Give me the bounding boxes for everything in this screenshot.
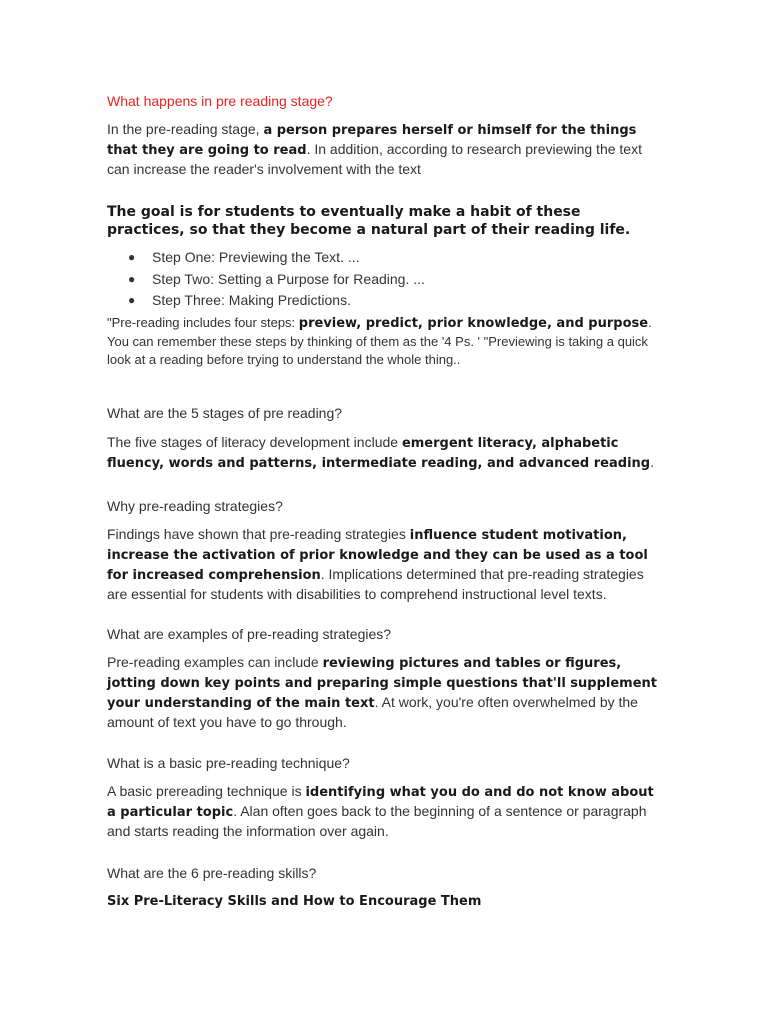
answer-basic-technique (107, 782, 662, 840)
list-item-text: Step One: Previewing the Text. ... (152, 249, 360, 265)
answer-text: In the pre-reading stage, (107, 121, 264, 137)
bullet-icon: ● (128, 293, 136, 307)
question-five-stages: What are the 5 stages of pre reading? (107, 405, 343, 421)
answer-text: A basic prereading technique is (107, 783, 306, 799)
list-item (107, 290, 662, 312)
answer-text: . Implications determined that pre-reading strategies are essential for students with disabilities to comprehend instructional level texts. (107, 566, 644, 602)
answer-text: . In addition, according to research previewing the text can increase the reader's involvement with the text (107, 141, 642, 177)
question-pre-reading-stage: What happens in pre reading stage? (107, 93, 333, 109)
paragraph-text: "Pre-reading includes four steps: (107, 315, 299, 330)
answer-text: The five stages of literacy development include (107, 434, 402, 450)
answer-text: . Alan often goes back to the beginning of a sentence or paragraph and starts reading the information over again. (107, 803, 647, 839)
list-item-text: Step Two: Setting a Purpose for Reading. ... (152, 270, 425, 287)
section-heading: Six Pre-Literacy Skills and How to Encourage Them (107, 894, 482, 909)
answer-pre-reading-stage (107, 120, 662, 178)
answer-five-stages (107, 433, 662, 473)
four-ps-paragraph (107, 314, 662, 369)
bullet-icon: ● (128, 250, 136, 264)
answer-text: . (650, 454, 654, 470)
list-item (107, 247, 662, 269)
steps-list (107, 247, 662, 312)
answer-emphasis: influence student motivation, increase the activation of prior knowledge and they can be used as a tool for increased comprehension (107, 528, 648, 583)
goal-statement: The goal is for students to eventually make a habit of these practices, so that they become a natural part of their reading life. (107, 204, 631, 238)
answer-text: Pre-reading examples can include (107, 654, 323, 670)
answer-why-strategies (107, 525, 662, 603)
question-why-strategies: Why pre-reading strategies? (107, 498, 283, 514)
answer-emphasis: emergent literacy, alphabetic fluency, words and patterns, intermediate reading, and advanced reading (107, 436, 651, 471)
paragraph-text: . You can remember these steps by thinking of them as the '4 Ps. ' "Previewing is taking a quick look at a reading before trying to understand the whole thing.. (107, 315, 652, 367)
answer-emphasis: reviewing pictures and tables or figures, jotting down key points and preparing simple questions that'll supplement your understanding of the main text (107, 656, 658, 711)
answer-text: Findings have shown that pre-reading strategies (107, 526, 410, 542)
answer-emphasis: a person prepares herself or himself for the things that they are going to read (107, 123, 637, 158)
list-item (107, 269, 662, 291)
answer-text: . At work, you're often overwhelmed by the amount of text you have to go through. (107, 694, 638, 730)
bullet-icon: ● (128, 271, 136, 286)
question-six-skills: What are the 6 pre-reading skills? (107, 865, 317, 881)
paragraph-emphasis: preview, predict, prior knowledge, and purpose (298, 316, 649, 331)
answer-emphasis: identifying what you do and do not know about a particular topic (107, 785, 654, 820)
question-examples: What are examples of pre-reading strategies? (107, 626, 392, 642)
list-item-text: Step Three: Making Predictions. (152, 292, 351, 308)
question-basic-technique: What is a basic pre-reading technique? (107, 755, 350, 771)
answer-examples (107, 653, 662, 731)
